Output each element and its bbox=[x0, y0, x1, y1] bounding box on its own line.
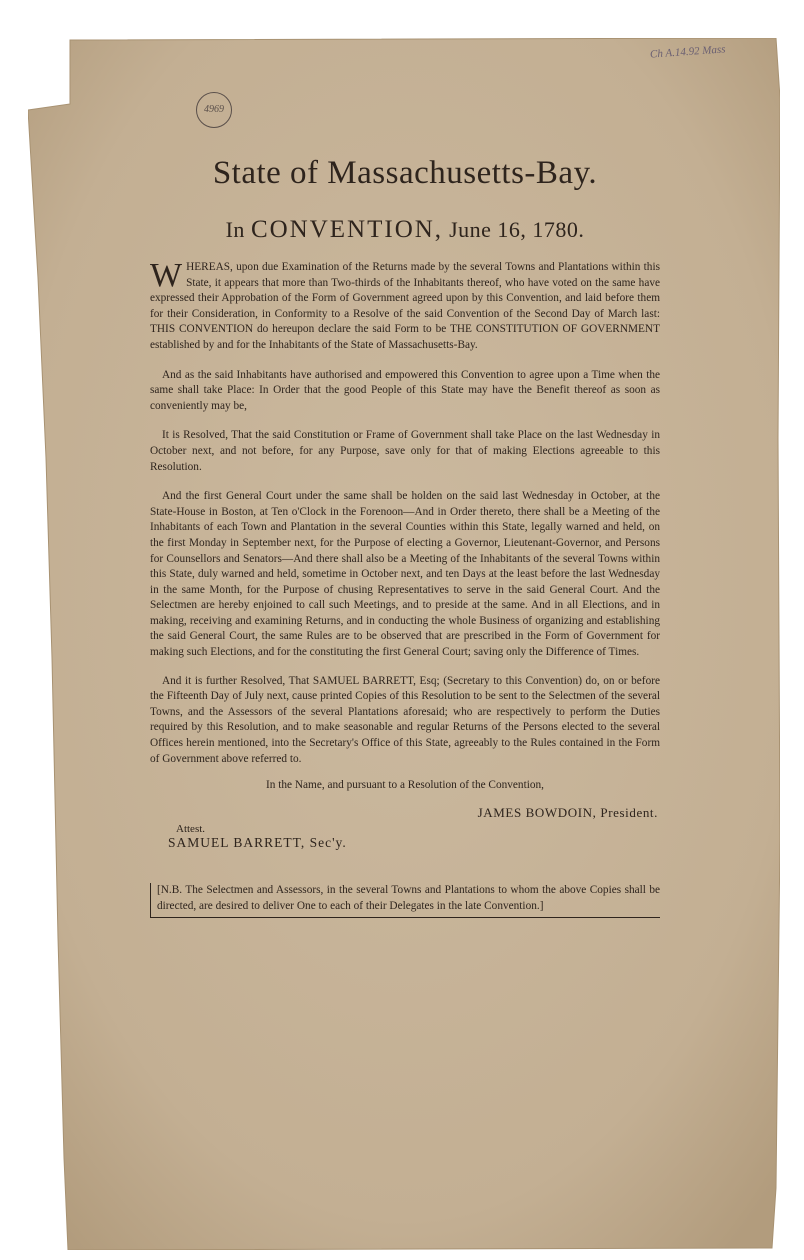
president-signature: JAMES BOWDOIN, President. bbox=[477, 805, 658, 821]
page-title: State of Massachusetts-Bay. bbox=[212, 155, 598, 191]
dateline bbox=[150, 216, 660, 244]
paragraph-general-court: And the first General Court under the same shall be holden on the said last Wednesday in October, at the State-House in Boston, at Ten o'Clock in the Forenoon—And in Order thereto, there shall be a Meeting of the Inhabitants of each Town and Plantation in the several Counties within this State, legally warned and held, on the first Monday in September next, for the Purpose of electing a Governor, Lieutenant-Governor, and Persons for Counsellors and Senators—And there shall also be a Meeting of the Inhabitants of the several Towns within this State, duly warned and held, sometime in October next, and ten Days at the least before the last Wednesday in the same Month, for the Purpose of chusing Representatives to serve in the said General Court. And the Selectmen are hereby enjoined to call such Meetings, and to preside at the same. And in all Elections, and in making, receiving and examining Returns, and in conducting the whole Business of organizing and establishing the said General Court, the same Rules are to be observed that are prescribed in the Form of Government for making such Elections, and for the constituting the first General Court; saving only the Difference of Times. bbox=[150, 490, 660, 659]
paragraph-whereas bbox=[150, 257, 660, 354]
paragraph-further-resolved: And it is further Resolved, That SAMUEL BARRETT, Esq; (Secretary to this Convention) do, on or before the Fifteenth Day of July next, cause printed Copies of this Resolution to be sent to the Selectmen of the several Towns, and the Assessors of the several Plantations aforesaid; who are respectively to perform the Duties required by this Resolution, and to make seasonable and regular Returns of the Persons elected to the several Offices herein mentioned, into the Secretary's Office of this State, agreeably to the Rules contained in the Form of Government above referred to. bbox=[150, 674, 660, 765]
signature-intro: In the Name, and pursuant to a Resolution of the Convention, bbox=[266, 779, 544, 792]
paragraph-authorised: And as the said Inhabitants have authorised and empowered this Convention to agree upon a Time when the same shall take Place: In Order that the good People of this State may have the Benefit thereof as soon as conveniently may be, bbox=[150, 368, 660, 412]
dateline-prefix: In bbox=[225, 217, 245, 242]
drop-cap: W bbox=[150, 257, 183, 294]
paragraph-resolved: It is Resolved, That the said Constitution or Frame of Government shall take Place on the last Wednesday in October next, and not before, for any Purpose, save only for that of making Elections agreeable to this Resolution. bbox=[150, 429, 660, 473]
dateline-date: June 16, 1780. bbox=[449, 217, 585, 242]
library-stamp: 4969 bbox=[196, 92, 232, 128]
catalog-mark: Ch A.14.92 Mass bbox=[649, 43, 726, 61]
secretary-signature: SAMUEL BARRETT, Sec'y. bbox=[168, 835, 347, 851]
nota-bene: [N.B. The Selectmen and Assessors, in the several Towns and Plantations to whom the above Copies shall be directed, are desired to deliver One to each of their Delegates in the late Convention.] bbox=[150, 883, 660, 918]
paragraph-whereas-text: HEREAS, upon due Examination of the Returns made by the several Towns and Plantations within this State, it appears that more than Two-thirds of the Inhabitants thereof, who have voted on the same have expressed their Approbation of the Form of Government agreed upon by this Convention, and laid before them for their Consideration, in Conformity to a Resolve of the said Convention of the Second Day of March last: THIS CONVENTION do hereupon declare the said Form to be THE CONSTITUTION OF GOVERNMENT established by and for the Inhabitants of the State of Massachusetts-Bay. bbox=[150, 261, 660, 351]
broadside-text bbox=[150, 155, 660, 918]
dateline-caps: CONVENTION, bbox=[250, 216, 444, 243]
attest-label: Attest. bbox=[176, 823, 206, 836]
